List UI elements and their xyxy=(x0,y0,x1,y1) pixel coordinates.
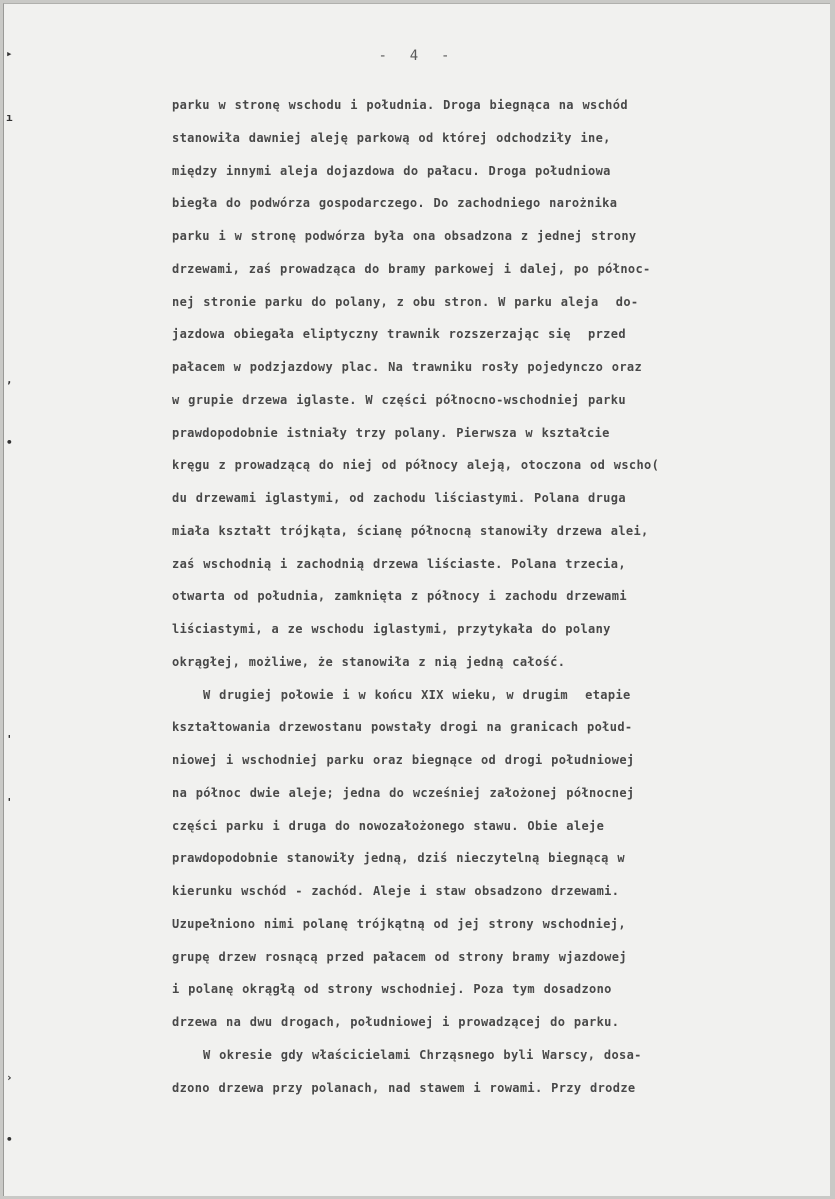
margin-mark: ı xyxy=(6,111,13,124)
text-line: nej stronie parku do polany, z obu stron. W parku aleja do- xyxy=(172,294,639,309)
text-line: jazdowa obiegała eliptyczny trawnik rozszerzając się przed xyxy=(172,327,626,342)
text-line: okrągłej, możliwe, że stanowiła z nią jedną całość. xyxy=(172,654,566,669)
text-line: prawdopodobnie stanowiły jedną, dziś nieczytelną biegnącą w xyxy=(172,851,625,866)
margin-mark: ▸ xyxy=(6,47,13,60)
text-line: parku w stronę wschodu i południa. Droga biegnąca na wschód xyxy=(172,98,628,112)
text-line: miała kształt trójkąta, ścianę północną stanowiły drzewa alei, xyxy=(172,523,649,538)
text-line: kształtowania drzewostanu powstały drogi na granicach połud- xyxy=(172,720,633,735)
text-line: W drugiej połowie i w końcu XIX wieku, w drugim etapie xyxy=(203,687,631,702)
margin-mark: ' xyxy=(6,796,13,809)
text-line: części parku i druga do nowozałożonego stawu. Obie aleje xyxy=(172,818,605,833)
page-number: - 4 - xyxy=(378,48,452,64)
text-line: liściastymi, a ze wschodu iglastymi, przytykała do polany xyxy=(172,622,611,636)
text-line: W okresie gdy właścicielami Chrząsnego byli Warscy, dosa- xyxy=(203,1047,642,1062)
text-line: między innymi aleja dojazdowa do pałacu. Droga południowa xyxy=(172,163,611,178)
text-line: drzewami, zaś prowadząca do bramy parkowej i dalej, po północ- xyxy=(172,261,651,276)
text-line: parku i w stronę podwórza była ona obsadzona z jednej strony xyxy=(172,229,637,243)
text-line: niowej i wschodniej parku oraz biegnące od drogi południowej xyxy=(172,753,635,767)
margin-mark: ‚ xyxy=(6,373,13,386)
text-line: na północ dwie aleje; jedna do wcześniej założonej północnej xyxy=(172,785,635,800)
text-line: i polanę okrągłą od strony wschodniej. Poza tym dosadzono xyxy=(172,982,612,997)
margin-mark: › xyxy=(6,1071,13,1084)
text-line: drzewa na dwu drogach, południowej i prowadzącej do parku. xyxy=(172,1015,620,1029)
text-line: otwarta od południa, zamknięta z północy i zachodu drzewami xyxy=(172,589,627,604)
text-line: Uzupełniono nimi polanę trójkątną od jej strony wschodniej, xyxy=(172,916,626,931)
text-line: prawdopodobnie istniały trzy polany. Pierwsza w kształcie xyxy=(172,425,610,440)
text-line: grupę drzew rosnącą przed pałacem od strony bramy wjazdowej xyxy=(172,949,627,964)
body-text xyxy=(172,89,822,1104)
text-line: zaś wschodnią i zachodnią drzewa liściaste. Polana trzecia, xyxy=(172,556,626,571)
text-line: kręgu z prowadzącą do niej od północy aleją, otoczona od wscho( xyxy=(172,458,660,473)
margin-mark: ' xyxy=(6,733,13,746)
text-line: du drzewami iglastymi, od zachodu liściastymi. Polana druga xyxy=(172,491,626,505)
text-line: kierunku wschód - zachód. Aleje i staw obsadzono drzewami. xyxy=(172,884,620,898)
text-line: stanowiła dawniej aleję parkową od której odchodziły ine, xyxy=(172,130,611,145)
margin-mark: • xyxy=(6,436,13,449)
text-line: w grupie drzewa iglaste. W części północno-wschodniej parku xyxy=(172,392,626,407)
text-line: dzono drzewa przy polanach, nad stawem i rowami. Przy drodze xyxy=(172,1080,636,1095)
margin-mark: • xyxy=(6,1133,13,1146)
text-line: pałacem w podzjazdowy plac. Na trawniku rosły pojedynczo oraz xyxy=(172,360,643,374)
document-page xyxy=(3,3,830,1196)
text-line: biegła do podwórza gospodarczego. Do zachodniego narożnika xyxy=(172,196,618,211)
